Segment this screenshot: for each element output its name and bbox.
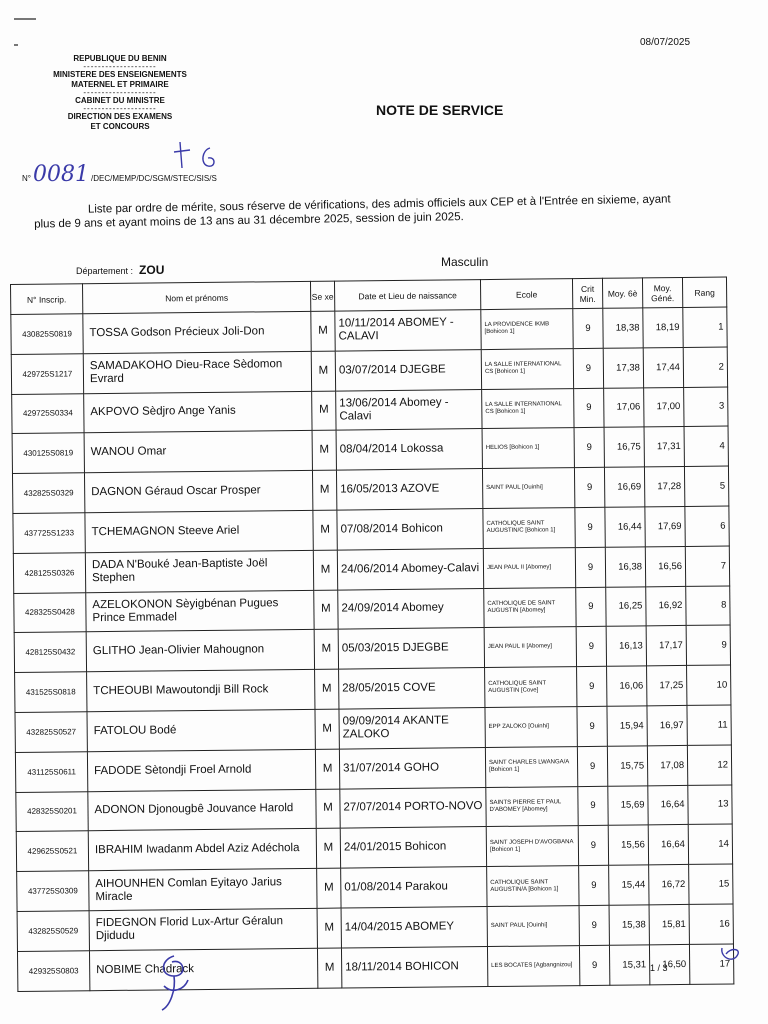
cell-birth: 08/04/2014 Lokossa <box>336 429 482 470</box>
page-number: 1 / 3 <box>650 963 668 973</box>
cell-name: TOSSA Godson Précieux Joli-Don <box>83 311 311 353</box>
cell-moy6: 15,31 <box>609 945 649 985</box>
cell-birth: 14/04/2015 ABOMEY <box>341 906 487 947</box>
table-row <box>17 944 733 991</box>
department <box>76 263 164 277</box>
col-header: Nom et prénoms <box>83 281 311 313</box>
cell-moygen: 17,69 <box>645 506 685 546</box>
cell-sex: M <box>315 669 339 709</box>
col-header: Moy. Géné. <box>642 277 682 307</box>
handwritten-signature <box>154 950 214 1014</box>
separator: -------------------- <box>83 62 157 71</box>
cell-moy6: 16,13 <box>606 626 646 666</box>
cell-moygen: 17,28 <box>644 467 684 507</box>
cell-sex: M <box>313 510 337 550</box>
cell-name: AIHOUNHEN Comlan Eyitayo Jarius Miracle <box>89 868 317 910</box>
cell-moygen: 16,50 <box>649 944 689 984</box>
cell-name: DAGNON Géraud Oscar Prosper <box>84 471 312 513</box>
cell-name: SAMADAKOHO Dieu-Race Sèdomon Evrard <box>83 351 311 393</box>
cell-moy6: 16,25 <box>606 586 646 626</box>
cell-sex: M <box>312 430 336 470</box>
cell-inscription: 428125S0432 <box>14 632 86 673</box>
cell-sex: M <box>317 868 341 908</box>
letterhead-line: ET CONCOURS <box>90 122 150 131</box>
cell-inscription: 429725S0334 <box>12 393 84 434</box>
cell-crit: 9 <box>575 547 605 587</box>
cell-rank: 3 <box>684 387 728 427</box>
col-header: Crit Min. <box>572 278 602 308</box>
cell-sex: M <box>315 749 339 789</box>
cell-name: FIDEGNON Florid Lux-Artur Géralun Djidudu <box>89 908 317 950</box>
cell-sex: M <box>317 908 341 948</box>
cell-sex: M <box>311 311 335 351</box>
cell-inscription: 428325S0201 <box>16 791 88 832</box>
cell-rank: 12 <box>687 745 731 785</box>
cell-rank: 7 <box>685 546 729 586</box>
cell-rank: 5 <box>684 466 728 506</box>
section-title: Masculin <box>441 255 489 269</box>
cell-birth: 10/11/2014 ABOMEY - CALAVI <box>335 310 481 351</box>
cell-rank: 9 <box>686 625 730 665</box>
cell-crit: 9 <box>578 786 608 826</box>
cell-moygen: 16,64 <box>648 785 688 825</box>
letterhead-line: CABINET DU MINISTRE <box>75 96 165 105</box>
cell-moygen: 15,81 <box>649 904 689 944</box>
cell-moy6: 15,38 <box>609 905 649 945</box>
cell-crit: 9 <box>577 706 607 746</box>
cell-crit: 9 <box>574 467 604 507</box>
col-header: Moy. 6è <box>602 278 642 308</box>
results-table <box>10 276 734 991</box>
cell-moy6: 16,69 <box>604 467 644 507</box>
cell-inscription: 430125S0819 <box>12 433 84 474</box>
cell-moy6: 15,69 <box>608 785 648 825</box>
cell-crit: 9 <box>575 507 605 547</box>
cell-birth: 18/11/2014 BOHICON <box>341 946 487 987</box>
col-header: Rang <box>682 277 726 307</box>
cell-moygen: 16,56 <box>645 546 685 586</box>
cell-school: LA SALLE INTERNATIONAL CS [Bohicon 1] <box>482 388 574 429</box>
cell-birth: 09/09/2014 AKANTE ZALOKO <box>339 708 485 749</box>
cell-crit: 9 <box>579 905 609 945</box>
reference-suffix: /DEC/MEMP/DC/SGM/STEC/SIS/S <box>90 174 217 183</box>
cell-rank: 1 <box>683 307 727 347</box>
cell-rank: 11 <box>687 705 731 745</box>
cell-crit: 9 <box>577 666 607 706</box>
cell-name: TCHEOUBI Mawoutondji Bill Rock <box>87 670 315 712</box>
cell-crit: 9 <box>573 348 603 388</box>
cell-birth: 16/05/2013 AZOVE <box>336 469 482 510</box>
cell-rank: 10 <box>687 665 731 705</box>
cell-school: SAINT PAUL [Ouinhi] <box>482 468 574 509</box>
cell-school: JEAN PAUL II [Abomey] <box>484 627 576 668</box>
cell-moy6: 15,94 <box>607 706 647 746</box>
letterhead <box>30 54 210 132</box>
cell-sex: M <box>317 948 341 988</box>
cell-sex: M <box>314 590 338 630</box>
cell-moy6: 16,75 <box>604 427 644 467</box>
cell-inscription: 429725S1217 <box>11 354 83 395</box>
handwritten-mark <box>716 944 746 968</box>
cell-inscription: 428325S0428 <box>14 592 86 633</box>
cell-inscription: 432825S0329 <box>12 473 84 514</box>
cell-birth: 05/03/2015 DJEGBE <box>338 628 484 669</box>
intro-paragraph: Liste par ordre de mérite, sous réserve de vérifications, des admis officiels aux CEP et à l'Entrée en sixieme, ayant plus de 9 ans et ayant moins de 13 ans au 31 décembre 2025, session de juin 2025. <box>34 193 671 231</box>
cell-school: HELIOS [Bohicon 1] <box>482 428 574 469</box>
cell-rank: 8 <box>686 586 730 626</box>
cell-school: CATHOLIQUE SAINT AUGUSTIN [Cove] <box>485 667 577 708</box>
cell-moygen: 16,92 <box>646 586 686 626</box>
cell-moy6: 16,38 <box>605 547 645 587</box>
letterhead-line: MATERNEL ET PRIMAIRE <box>71 80 169 89</box>
cell-crit: 9 <box>579 945 609 985</box>
cell-school: LA SALLE INTERNATIONAL CS [Bohicon 1] <box>481 348 573 389</box>
cell-school: CATHOLIQUE DE SAINT AUGUSTIN [Abomey] <box>484 587 576 628</box>
cell-birth: 27/07/2014 PORTO-NOVO <box>340 787 486 828</box>
cell-birth: 24/09/2014 Abomey <box>338 588 484 629</box>
cell-rank: 2 <box>683 347 727 387</box>
cell-crit: 9 <box>578 826 608 866</box>
cell-moygen: 16,72 <box>649 865 689 905</box>
cell-moygen: 17,00 <box>644 387 684 427</box>
cell-moy6: 15,75 <box>607 746 647 786</box>
cell-sex: M <box>312 470 336 510</box>
cell-name: TCHEMAGNON Steeve Ariel <box>85 510 313 552</box>
cell-moygen: 16,97 <box>647 705 687 745</box>
cell-inscription: 437725S0309 <box>17 871 89 912</box>
cell-moy6: 16,06 <box>607 666 647 706</box>
col-header: Date et Lieu de naissance <box>334 280 480 312</box>
cell-sex: M <box>316 828 340 868</box>
cell-crit: 9 <box>577 746 607 786</box>
cell-birth: 24/01/2015 Bohicon <box>340 827 486 868</box>
cell-rank: 14 <box>688 824 732 864</box>
cell-inscription: 437725S1233 <box>13 513 85 554</box>
cell-inscription: 431125S0611 <box>15 751 87 792</box>
cell-name: FATOLOU Bodé <box>87 709 315 751</box>
reference-handwritten-number: 0081 <box>32 162 89 187</box>
cell-moy6: 18,38 <box>603 308 643 348</box>
cell-name: AKPOVO Sèdjro Ange Yanis <box>84 391 312 433</box>
cell-moygen: 17,44 <box>643 347 683 387</box>
cell-inscription: 432825S0529 <box>17 911 89 952</box>
separator: -------------------- <box>83 88 157 97</box>
cell-moygen: 17,31 <box>644 427 684 467</box>
letterhead-line: DIRECTION DES EXAMENS <box>67 112 173 121</box>
cell-name: NOBIME Chadrack <box>89 948 317 990</box>
cell-moygen: 17,08 <box>647 745 687 785</box>
cell-school: LES BOCATES [Agbangnizou] <box>487 945 579 986</box>
cell-rank: 16 <box>689 904 733 944</box>
cell-rank: 15 <box>689 864 733 904</box>
cell-moy6: 17,38 <box>603 348 643 388</box>
cell-name: DADA N'Bouké Jean-Baptiste Joël Stephen <box>85 550 313 592</box>
cell-sex: M <box>316 789 340 829</box>
cell-moy6: 17,06 <box>604 387 644 427</box>
cell-sex: M <box>311 351 335 391</box>
cell-crit: 9 <box>579 865 609 905</box>
cell-name: IBRAHIM Iwadanm Abdel Aziz Adéchola <box>88 829 316 871</box>
cell-moy6: 15,56 <box>608 825 648 865</box>
cell-crit: 9 <box>576 627 606 667</box>
cell-inscription: 428125S0326 <box>13 553 85 594</box>
cell-birth: 13/06/2014 Abomey - Calavi <box>336 389 482 430</box>
reference-prefix: N° <box>22 174 31 183</box>
cell-moygen: 18,19 <box>643 307 683 347</box>
department-label: Département : <box>76 266 134 276</box>
cell-sex: M <box>313 550 337 590</box>
cell-inscription: 429325S0803 <box>17 950 89 991</box>
cell-name: WANOU Omar <box>84 431 312 473</box>
cell-crit: 9 <box>576 587 606 627</box>
cell-crit: 9 <box>574 388 604 428</box>
cell-birth: 07/08/2014 Bohicon <box>337 509 483 550</box>
cell-school: EPP ZALOKO [Ouinhi] <box>485 707 577 748</box>
cell-inscription: 429625S0521 <box>16 831 88 872</box>
cell-school: JEAN PAUL II [Abomey] <box>483 547 575 588</box>
cell-name: FADODE Sètondji Froel Arnold <box>87 749 315 791</box>
cell-moygen: 16,64 <box>648 825 688 865</box>
scan-mark <box>14 44 18 46</box>
cell-rank: 13 <box>688 785 732 825</box>
cell-name: GLITHO Jean-Olivier Mahougnon <box>86 630 314 672</box>
cell-crit: 9 <box>574 428 604 468</box>
cell-name: AZELOKONON Sèyigbénan Pugues Prince Emmadel <box>86 590 314 632</box>
cell-school: SAINT CHARLES LWANGA/A [Bohicon 1] <box>485 746 577 787</box>
cell-sex: M <box>315 709 339 749</box>
cell-school: CATHOLIQUE SAINT AUGUSTIN/C [Bohicon 1] <box>483 508 575 549</box>
cell-crit: 9 <box>573 308 603 348</box>
cell-inscription: 431525S0818 <box>15 672 87 713</box>
cell-moy6: 16,44 <box>605 507 645 547</box>
scan-mark <box>14 18 36 20</box>
cell-sex: M <box>312 391 336 431</box>
col-header: N° Inscrip. <box>11 284 83 315</box>
cell-birth: 03/07/2014 DJEGBE <box>335 349 481 390</box>
page-title: NOTE DE SERVICE <box>376 102 504 118</box>
cell-rank: 4 <box>684 426 728 466</box>
cell-name: ADONON Djonougbê Jouvance Harold <box>88 789 316 831</box>
table-body <box>11 307 734 991</box>
cell-sex: M <box>314 629 338 669</box>
cell-birth: 24/06/2014 Abomey-Calavi <box>337 548 483 589</box>
letterhead-line: REPUBLIQUE DU BENIN <box>73 54 167 63</box>
cell-inscription: 432825S0527 <box>15 712 87 753</box>
cell-school: LA PROVIDENCE IKMB [Bohicon 1] <box>481 309 573 350</box>
cell-rank: 17 <box>689 944 733 984</box>
cell-birth: 01/08/2014 Parakou <box>341 867 487 908</box>
cell-rank: 6 <box>685 506 729 546</box>
cell-birth: 28/05/2015 COVE <box>339 668 485 709</box>
cell-school: SAINT JOSEPH D'AVOGBANA [Bohicon 1] <box>486 826 578 867</box>
cell-inscription: 430825S0819 <box>11 314 83 355</box>
cell-moy6: 15,44 <box>609 865 649 905</box>
cell-school: SAINT PAUL [Ouinhi] <box>487 906 579 947</box>
cell-birth: 31/07/2014 GOHO <box>339 747 485 788</box>
cell-school: CATHOLIQUE SAINT AUGUSTIN/A [Bohicon 1] <box>487 866 579 907</box>
department-value: ZOU <box>139 263 165 277</box>
col-header: Ecole <box>480 279 572 310</box>
cell-moygen: 17,17 <box>646 626 686 666</box>
cell-moygen: 17,25 <box>647 666 687 706</box>
reference-number <box>22 162 217 187</box>
letterhead-line: MINISTERE DES ENSEIGNEMENTS <box>53 70 187 79</box>
document-date: 08/07/2025 <box>640 37 691 48</box>
col-header: Se xe <box>310 281 334 311</box>
separator: -------------------- <box>83 104 157 113</box>
cell-school: SAINTS PIERRE ET PAUL D'ABOMEY [Abomey] <box>486 786 578 827</box>
